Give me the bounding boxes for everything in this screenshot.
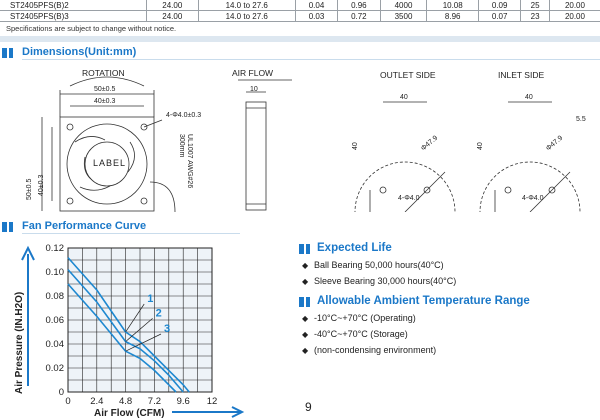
table-cell: 0.07 xyxy=(478,11,520,22)
mount-hole xyxy=(141,198,147,204)
x-tick-label: 7.2 xyxy=(147,396,162,407)
table-row xyxy=(0,11,600,22)
inlet-40-side: 40 xyxy=(477,142,484,150)
performance-header xyxy=(0,220,600,234)
table-cell: 0.04 xyxy=(295,0,337,11)
diamond-bullet-icon: ◆ xyxy=(302,330,309,339)
y-tick-label: 0.10 xyxy=(45,267,64,278)
header-rule xyxy=(22,59,600,60)
y-tick-label: 0.12 xyxy=(45,243,64,254)
table-cell: 20.00 xyxy=(549,11,600,22)
list-item xyxy=(302,329,408,339)
inlet-side-label: INLET SIDE xyxy=(498,70,545,80)
y-tick-label: 0.08 xyxy=(45,291,64,302)
table-cell: 0.03 xyxy=(295,11,337,22)
table-cell: 14.0 to 27.6 xyxy=(198,0,295,11)
dim-50-side: 50±0.5 xyxy=(26,178,33,200)
section-marker-icon xyxy=(299,244,310,254)
performance-chart xyxy=(0,236,290,420)
section-marker-icon xyxy=(2,48,13,58)
outlet-holes: 4-Φ4.0 xyxy=(398,195,420,202)
page-number: 9 xyxy=(305,400,312,414)
section-marker-icon xyxy=(299,297,310,307)
y-tick-label: 0.04 xyxy=(45,339,64,350)
series-label: 2 xyxy=(155,307,162,320)
diamond-bullet-icon: ◆ xyxy=(302,277,309,286)
fan-side-profile xyxy=(246,102,266,210)
series-label: 3 xyxy=(164,323,171,335)
table-cell: 25 xyxy=(521,0,550,11)
list-item xyxy=(302,345,436,355)
list-item-text: (non-condensing environment) xyxy=(314,345,437,355)
diameter-line xyxy=(405,172,445,212)
list-item-text: Sleeve Bearing 30,000 hours(40°C) xyxy=(314,276,457,286)
table-cell: ST2405PFS(B)2 xyxy=(0,0,147,11)
table-cell: 3500 xyxy=(380,11,427,22)
table-cell: 10.08 xyxy=(427,0,479,11)
x-tick-label: 12 xyxy=(206,396,218,407)
dim-50-top: 50±0.5 xyxy=(94,86,116,93)
diamond-bullet-icon: ◆ xyxy=(302,346,309,355)
section-divider xyxy=(0,36,600,42)
header-rule xyxy=(22,233,240,234)
table-cell: 0.72 xyxy=(338,11,380,22)
y-axis-label: Air Pressure (IN.H2O) xyxy=(14,291,25,394)
table-cell: 24.00 xyxy=(147,11,199,22)
table-cell: 14.0 to 27.6 xyxy=(198,11,295,22)
list-item-text: -40°C~+70°C (Storage) xyxy=(314,329,408,339)
x-tick-label: 4.8 xyxy=(118,396,133,407)
x-tick-label: 9.6 xyxy=(176,396,190,407)
outlet-40-top: 40 xyxy=(400,94,408,101)
mount-hole xyxy=(67,198,73,204)
diamond-bullet-icon: ◆ xyxy=(302,261,309,270)
outlet-40-side: 40 xyxy=(352,142,359,150)
inlet-holes: 4-Φ4.0 xyxy=(522,195,544,202)
outlet-diameter: Φ47.9 xyxy=(419,134,440,153)
performance-title: Fan Performance Curve xyxy=(22,220,147,232)
dim-40-top: 40±0.3 xyxy=(94,98,116,105)
table-row xyxy=(0,0,600,11)
y-tick-label: 0 xyxy=(58,387,64,398)
thickness-label: 10 xyxy=(250,86,258,93)
section-marker-icon xyxy=(2,222,13,232)
x-axis-arrow-icon xyxy=(172,407,242,417)
outlet-side-label: OUTLET SIDE xyxy=(380,70,436,80)
mount-hole xyxy=(505,187,511,193)
table-cell: ST2405PFS(B)3 xyxy=(0,11,147,22)
spec-table xyxy=(0,0,600,22)
y-tick-label: 0.02 xyxy=(45,363,64,374)
table-cell: 8.96 xyxy=(427,11,479,22)
hole-label: 4-Φ4.0±0.3 xyxy=(166,112,202,119)
rotation-arrow-icon xyxy=(70,77,144,86)
inlet-offset: 5.5 xyxy=(576,116,586,123)
table-cell: 4000 xyxy=(380,0,427,11)
inlet-diameter: Φ47.9 xyxy=(544,134,565,153)
list-item xyxy=(302,313,416,323)
dimensions-title: Dimensions(Unit:mm) xyxy=(22,46,137,58)
x-axis-label: Air Flow (CFM) xyxy=(94,408,165,419)
list-item xyxy=(302,260,444,270)
rotation-label: ROTATION xyxy=(82,68,125,78)
list-item xyxy=(302,276,456,286)
dimension-drawing xyxy=(0,62,600,212)
spec-note: Specifications are subject to change without notice. xyxy=(6,24,177,33)
dimensions-header xyxy=(0,46,600,60)
inlet-40-top: 40 xyxy=(525,94,533,101)
x-tick-label: 2.4 xyxy=(90,396,104,407)
diameter-line xyxy=(530,172,570,212)
table-cell: 23 xyxy=(521,11,550,22)
x-tick-label: 0 xyxy=(65,396,71,407)
mount-hole xyxy=(380,187,386,193)
table-cell: 0.96 xyxy=(338,0,380,11)
airflow-label: AIR FLOW xyxy=(232,68,274,78)
leader-line xyxy=(144,120,162,127)
wire-label: UL1007 AWG#26 300mm xyxy=(178,134,193,189)
fan-label: LABEL xyxy=(93,158,127,168)
expected-life-title: Expected Life xyxy=(317,242,392,254)
list-item-text: -10°C~+70°C (Operating) xyxy=(314,313,416,323)
diamond-bullet-icon: ◆ xyxy=(302,314,309,323)
table-cell: 20.00 xyxy=(549,0,600,11)
list-item-text: Ball Bearing 50,000 hours(40°C) xyxy=(314,260,444,270)
dim-40-side: 40±0.3 xyxy=(38,174,45,196)
ambient-title: Allowable Ambient Temperature Range xyxy=(317,295,530,307)
table-cell: 0.09 xyxy=(478,0,520,11)
y-tick-label: 0.06 xyxy=(45,315,64,326)
mount-hole xyxy=(67,124,73,130)
series-label: 1 xyxy=(147,293,154,305)
table-cell: 24.00 xyxy=(147,0,199,11)
